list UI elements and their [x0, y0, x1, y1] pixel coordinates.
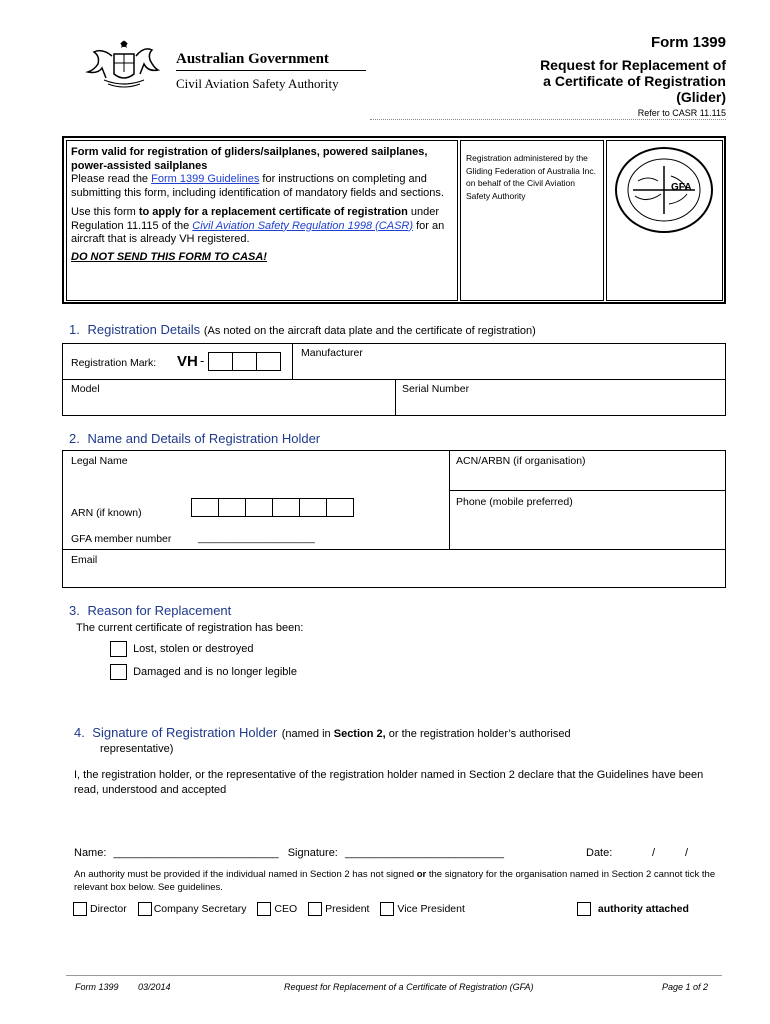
- form-number: Form 1399: [650, 34, 726, 51]
- guidelines-link[interactable]: Form 1399 Guidelines: [151, 173, 260, 185]
- date-separator-1: /: [652, 847, 656, 859]
- section1-note: (As noted on the aircraft data plate and the certificate of registration): [203, 325, 536, 337]
- form-title-line3: (Glider): [676, 89, 726, 105]
- form-title: [540, 57, 726, 105]
- header-divider: [176, 70, 366, 71]
- section4-note-bold: Section 2,: [333, 728, 386, 740]
- role-company-secretary-checkbox[interactable]: [138, 902, 152, 916]
- authority-note-bold: or: [416, 869, 427, 880]
- date-label: Date:: [586, 847, 613, 859]
- intro-use-pre: Use this form: [71, 206, 139, 218]
- footer-title: Request for Replacement of a Certificate of Registration (GFA): [284, 982, 534, 992]
- reg-mark-cell[interactable]: [256, 352, 281, 371]
- role-vice-president-label: Vice President: [397, 902, 465, 915]
- name-label: Name:: [74, 847, 107, 859]
- footer-page: Page 1 of 2: [662, 982, 709, 992]
- email-label: Email: [71, 554, 98, 566]
- role-director-checkbox[interactable]: [73, 902, 87, 916]
- arn-cell[interactable]: [191, 498, 219, 517]
- role-director[interactable]: [73, 903, 127, 915]
- vh-prefix: VH: [177, 353, 198, 370]
- section3-num: 3.: [69, 603, 80, 618]
- roles-row: [73, 902, 465, 916]
- intro-use-mid: under Regulation 11.115 of the: [71, 206, 440, 232]
- gfa-member-label: GFA member number: [71, 533, 172, 545]
- gfa-member-field[interactable]: ____________________: [198, 532, 315, 544]
- intro-use: [71, 206, 453, 247]
- intro-heading: Form valid for registration of gliders/sailplanes, powered sailplanes, power-assisted sailplanes: [71, 146, 428, 172]
- section2-title: Name and Details of Registration Holder: [87, 431, 321, 446]
- name-field[interactable]: ___________________________: [113, 847, 279, 859]
- section3-intro: The current certificate of registration has been:: [76, 622, 304, 634]
- declaration: I, the registration holder, or the representative of the registration holder named in Section 2 declare that the Guidelines have been read, understood and accepted: [74, 769, 704, 796]
- section4-note: [282, 728, 571, 740]
- arn-cell[interactable]: [299, 498, 327, 517]
- gov-title: Australian Government: [176, 51, 329, 67]
- authority-attached-label: authority attached: [597, 902, 689, 915]
- role-company-secretary[interactable]: [138, 903, 247, 915]
- reg-mark-label: Registration Mark:: [71, 357, 157, 369]
- arn-cell[interactable]: [272, 498, 300, 517]
- reg-mark-cell[interactable]: [232, 352, 257, 371]
- section2-heading: [69, 431, 320, 446]
- role-president[interactable]: [308, 903, 369, 915]
- intro-use-post: for an aircraft that is already VH registered.: [71, 219, 445, 245]
- role-director-label: Director: [90, 902, 127, 915]
- model-label: Model: [71, 383, 100, 395]
- section3-heading: [69, 603, 231, 618]
- role-vice-president-checkbox[interactable]: [380, 902, 394, 916]
- reason-option-damaged[interactable]: [110, 664, 297, 680]
- section4-note-post: or the registration holder’s authorised: [385, 728, 571, 740]
- role-ceo-label: CEO: [274, 902, 298, 915]
- intro-use-bold: to apply for a replacement certificate of registration: [138, 206, 408, 218]
- intro-read-post: for instructions on completing and submitting this form, including identification of mandatory fields and sections.: [71, 173, 444, 199]
- section1-num: 1.: [69, 322, 80, 337]
- form-title-line2: a Certificate of Registration: [543, 73, 726, 89]
- reason-option-lost[interactable]: [110, 641, 254, 657]
- role-ceo-checkbox[interactable]: [257, 902, 271, 916]
- reason-lost-label: Lost, stolen or destroyed: [133, 642, 254, 655]
- role-president-checkbox[interactable]: [308, 902, 322, 916]
- footer-rule: [66, 975, 722, 976]
- footer-form-number: Form 1399: [75, 982, 119, 992]
- arn-cell[interactable]: [245, 498, 273, 517]
- section2-divider-h2: [62, 549, 726, 550]
- section1-title: Registration Details: [87, 322, 201, 337]
- footer-date: 03/2014: [138, 982, 171, 992]
- crest-icon: [82, 36, 166, 92]
- reason-lost-checkbox[interactable]: [110, 641, 127, 657]
- section4-title: Signature of Registration Holder: [92, 725, 278, 740]
- arn-cell[interactable]: [218, 498, 246, 517]
- admin-note: Registration administered by the Gliding Federation of Australia Inc. on behalf of the Civil Aviation Safety Authority: [466, 153, 596, 201]
- role-vice-president[interactable]: [380, 903, 465, 915]
- authority-note-post: the signatory for the organisation named in Section 2 cannot tick the relevant box below. See guidelines.: [74, 869, 716, 893]
- legal-name-label: Legal Name: [71, 455, 128, 467]
- authority-note-pre: An authority must be provided if the individual named in Section 2 has not signed: [74, 869, 417, 880]
- signature-field[interactable]: __________________________: [344, 847, 504, 859]
- arn-input[interactable]: [191, 498, 354, 522]
- reg-mark-cell[interactable]: [208, 352, 233, 371]
- section4-heading: [74, 725, 714, 757]
- section1-divider-h: [62, 379, 726, 380]
- section4-note-line2: representative): [100, 743, 174, 755]
- signature-label: Signature:: [287, 847, 338, 859]
- reason-damaged-label: Damaged and is no longer legible: [133, 665, 297, 678]
- form-title-line1: Request for Replacement of: [540, 57, 726, 73]
- manufacturer-label: Manufacturer: [301, 347, 363, 359]
- authority-name: Civil Aviation Safety Authority: [176, 76, 339, 91]
- section1-divider-v1: [292, 343, 293, 379]
- casr-reference: Refer to CASR 11.115: [637, 108, 726, 118]
- casr-link[interactable]: Civil Aviation Safety Regulation 1998 (CASR): [192, 219, 414, 232]
- intro-read-pre: Please read the: [71, 173, 152, 185]
- section4-note-pre: (named in: [281, 728, 334, 740]
- intro-warning: DO NOT SEND THIS FORM TO CASA!: [71, 250, 267, 263]
- authority-note: [74, 868, 724, 894]
- section2-table: [62, 450, 726, 588]
- header-dotted-line: [370, 119, 726, 120]
- reason-damaged-checkbox[interactable]: [110, 664, 127, 680]
- section3-title: Reason for Replacement: [87, 603, 232, 618]
- role-ceo[interactable]: [257, 903, 297, 915]
- intro-text: [71, 146, 453, 264]
- section2-divider-h1: [449, 490, 726, 491]
- arn-cell[interactable]: [326, 498, 354, 517]
- intro-read: [71, 173, 453, 200]
- signature-line: [74, 847, 504, 859]
- vh-dash: -: [200, 353, 205, 368]
- seal-gfa-text: GFA: [671, 182, 692, 193]
- serial-number-label: Serial Number: [402, 383, 470, 395]
- role-president-label: President: [325, 902, 370, 915]
- section1-heading: [69, 322, 536, 337]
- government-crest: [82, 36, 166, 92]
- arn-label: ARN (if known): [71, 507, 142, 519]
- section4-num: 4.: [74, 725, 85, 740]
- authority-attached[interactable]: [577, 902, 689, 916]
- phone-label: Phone (mobile preferred): [456, 496, 573, 508]
- section1-divider-v2: [395, 379, 396, 416]
- section2-divider-v: [449, 450, 450, 549]
- gfa-seal: [613, 146, 715, 234]
- date-separator-2: /: [685, 847, 689, 859]
- authority-attached-checkbox[interactable]: [577, 902, 591, 916]
- gfa-seal-icon: [613, 146, 715, 234]
- section2-num: 2.: [69, 431, 80, 446]
- role-company-secretary-label: Company Secretary: [153, 902, 247, 915]
- reg-mark-input[interactable]: [208, 352, 281, 376]
- acn-label: ACN/ARBN (if organisation): [456, 455, 586, 467]
